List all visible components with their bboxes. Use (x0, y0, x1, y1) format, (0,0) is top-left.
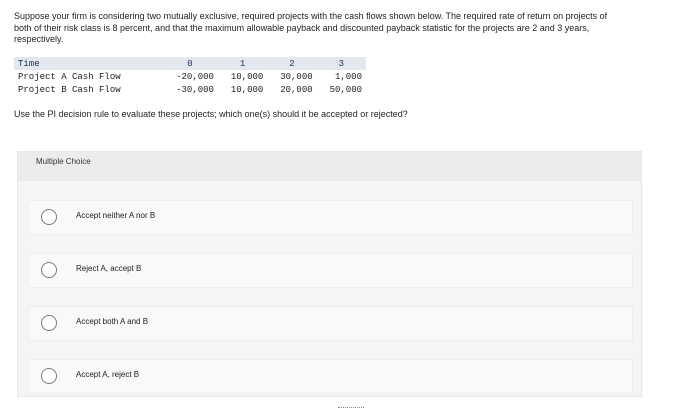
multiple-choice-panel (17, 151, 642, 397)
question-line: Suppose your firm is considering two mutually exclusive, required projects with the cash flows shown below. The required rate of return on projects of (14, 11, 608, 21)
footer-divider (338, 407, 364, 410)
choice-label: Reject A, accept B (76, 264, 142, 273)
choice-option[interactable] (28, 359, 633, 394)
time-label: Time (14, 57, 162, 70)
period-header: 3 (317, 57, 366, 70)
table-cell: 50,000 (329, 84, 362, 95)
radio-button[interactable] (41, 368, 57, 384)
multiple-choice-header: Multiple Choice (18, 152, 641, 181)
radio-button[interactable] (41, 262, 57, 278)
choice-label: Accept both A and B (76, 317, 149, 326)
table-cell: 20,000 (280, 84, 313, 95)
question-text (14, 11, 654, 46)
cash-flow-table (14, 57, 366, 96)
radio-button[interactable] (41, 315, 57, 331)
period-header: 1 (218, 57, 267, 70)
period-header: 0 (162, 57, 218, 70)
row-label: Project B Cash Flow (18, 84, 121, 95)
table-cell: -20,000 (176, 71, 214, 82)
table-cell: 30,000 (280, 71, 313, 82)
table-row (14, 83, 366, 96)
choice-label: Accept A, reject B (76, 370, 140, 379)
row-label: Project A Cash Flow (18, 71, 121, 82)
table-header-row (14, 57, 366, 70)
choice-option[interactable] (28, 306, 633, 341)
table-cell: 10,000 (230, 71, 264, 82)
question-line: respectively. (14, 34, 64, 44)
radio-button[interactable] (41, 209, 57, 225)
choice-option[interactable] (28, 253, 633, 288)
instruction-text: Use the PI decision rule to evaluate these projects; which one(s) should it be accepted or rejected? (14, 109, 408, 119)
choice-label: Accept neither A nor B (76, 211, 156, 220)
table-cell: 1,000 (334, 71, 362, 82)
choice-option[interactable] (28, 200, 633, 235)
table-cell: 10,000 (230, 84, 264, 95)
period-header: 2 (267, 57, 316, 70)
table-cell: -30,000 (176, 84, 214, 95)
table-row (14, 70, 366, 83)
question-line: both of their risk class is 8 percent, and that the maximum allowable payback and discounted payback statistic for the projects are 2 and 3 years, (14, 22, 590, 33)
